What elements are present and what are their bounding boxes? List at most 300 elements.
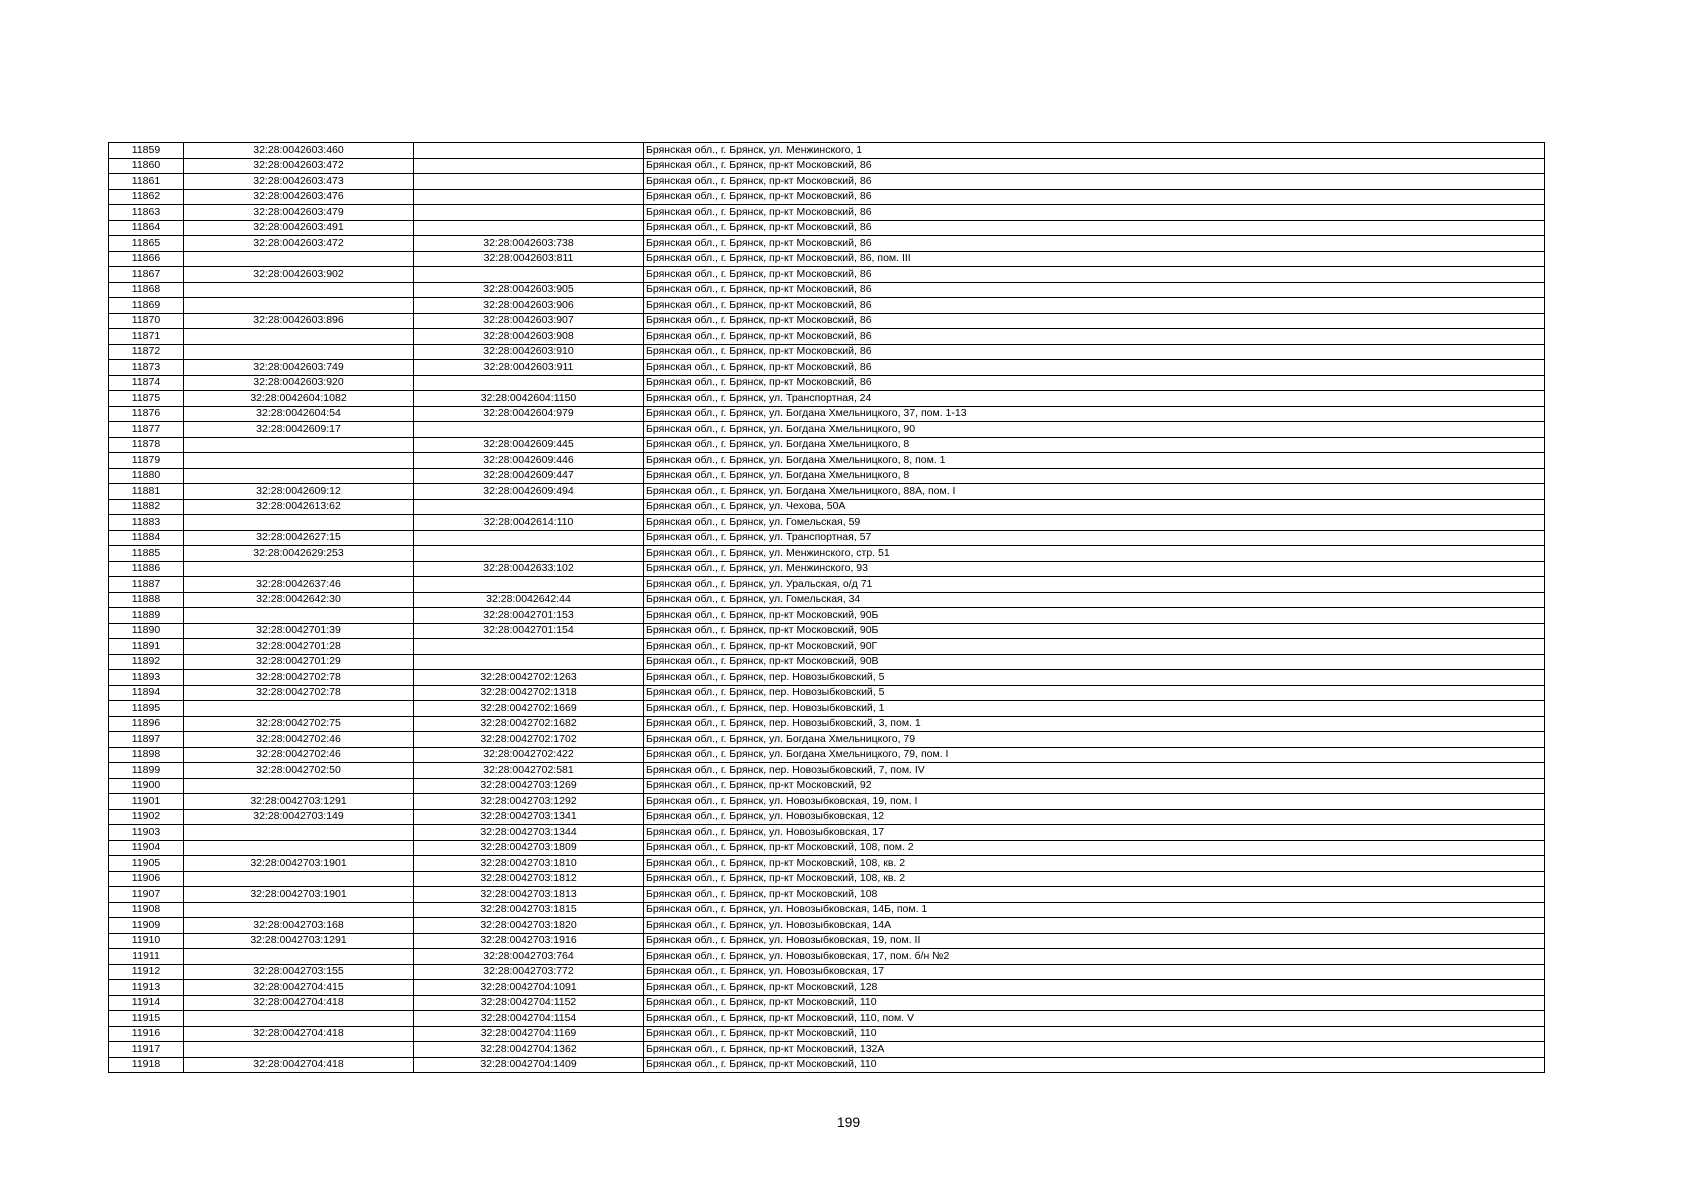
land-cadastral-number-cell: 32:28:0042603:749 <box>184 360 414 376</box>
object-cadastral-number-cell <box>414 546 644 562</box>
registry-table <box>108 142 1545 1073</box>
table-row <box>109 143 1545 159</box>
land-cadastral-number-cell: 32:28:0042703:168 <box>184 918 414 934</box>
land-cadastral-number-cell: 32:28:0042604:1082 <box>184 391 414 407</box>
address-cell: Брянская обл., г. Брянск, ул. Новозыбковская, 12 <box>644 809 1545 825</box>
land-cadastral-number-cell <box>184 515 414 531</box>
table-row <box>109 623 1545 639</box>
address-cell: Брянская обл., г. Брянск, пр-кт Московский, 86 <box>644 174 1545 190</box>
table-row <box>109 298 1545 314</box>
row-number-cell: 11895 <box>109 701 184 717</box>
land-cadastral-number-cell: 32:28:0042702:78 <box>184 670 414 686</box>
land-cadastral-number-cell: 32:28:0042603:472 <box>184 236 414 252</box>
row-number-cell: 11880 <box>109 468 184 484</box>
land-cadastral-number-cell: 32:28:0042704:418 <box>184 1026 414 1042</box>
address-cell: Брянская обл., г. Брянск, пр-кт Московский, 90Г <box>644 639 1545 655</box>
row-number-cell: 11894 <box>109 685 184 701</box>
address-cell: Брянская обл., г. Брянск, ул. Новозыбковская, 17 <box>644 825 1545 841</box>
row-number-cell: 11868 <box>109 282 184 298</box>
object-cadastral-number-cell: 32:28:0042703:1813 <box>414 887 644 903</box>
table-row <box>109 391 1545 407</box>
table-row <box>109 267 1545 283</box>
address-cell: Брянская обл., г. Брянск, ул. Менжинского, 93 <box>644 561 1545 577</box>
table-row <box>109 701 1545 717</box>
address-cell: Брянская обл., г. Брянск, ул. Богдана Хмельницкого, 8, пом. 1 <box>644 453 1545 469</box>
land-cadastral-number-cell: 32:28:0042703:1901 <box>184 887 414 903</box>
table-row <box>109 313 1545 329</box>
land-cadastral-number-cell: 32:28:0042701:39 <box>184 623 414 639</box>
address-cell: Брянская обл., г. Брянск, ул. Новозыбковская, 14А <box>644 918 1545 934</box>
object-cadastral-number-cell <box>414 267 644 283</box>
object-cadastral-number-cell <box>414 499 644 515</box>
row-number-cell: 11912 <box>109 964 184 980</box>
row-number-cell: 11917 <box>109 1042 184 1058</box>
address-cell: Брянская обл., г. Брянск, ул. Богдана Хмельницкого, 8 <box>644 468 1545 484</box>
row-number-cell: 11866 <box>109 251 184 267</box>
row-number-cell: 11901 <box>109 794 184 810</box>
land-cadastral-number-cell: 32:28:0042603:479 <box>184 205 414 221</box>
table-row <box>109 918 1545 934</box>
address-cell: Брянская обл., г. Брянск, пер. Новозыбковский, 3, пом. 1 <box>644 716 1545 732</box>
table-row <box>109 670 1545 686</box>
address-cell: Брянская обл., г. Брянск, ул. Менжинского, стр. 51 <box>644 546 1545 562</box>
land-cadastral-number-cell: 32:28:0042703:1901 <box>184 856 414 872</box>
land-cadastral-number-cell: 32:28:0042603:920 <box>184 375 414 391</box>
address-cell: Брянская обл., г. Брянск, ул. Менжинского, 1 <box>644 143 1545 159</box>
row-number-cell: 11881 <box>109 484 184 500</box>
land-cadastral-number-cell <box>184 329 414 345</box>
row-number-cell: 11882 <box>109 499 184 515</box>
table-row <box>109 732 1545 748</box>
address-cell: Брянская обл., г. Брянск, ул. Новозыбковская, 17 <box>644 964 1545 980</box>
object-cadastral-number-cell <box>414 375 644 391</box>
land-cadastral-number-cell: 32:28:0042603:472 <box>184 158 414 174</box>
object-cadastral-number-cell <box>414 530 644 546</box>
row-number-cell: 11867 <box>109 267 184 283</box>
table-row <box>109 422 1545 438</box>
address-cell: Брянская обл., г. Брянск, пр-кт Московский, 108, кв. 2 <box>644 871 1545 887</box>
object-cadastral-number-cell: 32:28:0042609:447 <box>414 468 644 484</box>
row-number-cell: 11889 <box>109 608 184 624</box>
row-number-cell: 11862 <box>109 189 184 205</box>
land-cadastral-number-cell: 32:28:0042701:29 <box>184 654 414 670</box>
land-cadastral-number-cell: 32:28:0042703:1291 <box>184 933 414 949</box>
land-cadastral-number-cell: 32:28:0042609:17 <box>184 422 414 438</box>
row-number-cell: 11897 <box>109 732 184 748</box>
address-cell: Брянская обл., г. Брянск, пр-кт Московский, 128 <box>644 980 1545 996</box>
table-row <box>109 561 1545 577</box>
row-number-cell: 11879 <box>109 453 184 469</box>
land-cadastral-number-cell: 32:28:0042613:62 <box>184 499 414 515</box>
address-cell: Брянская обл., г. Брянск, пер. Новозыбковский, 5 <box>644 685 1545 701</box>
table-row <box>109 809 1545 825</box>
address-cell: Брянская обл., г. Брянск, ул. Гомельская, 34 <box>644 592 1545 608</box>
land-cadastral-number-cell: 32:28:0042701:28 <box>184 639 414 655</box>
row-number-cell: 11899 <box>109 763 184 779</box>
address-cell: Брянская обл., г. Брянск, пр-кт Московский, 108, пом. 2 <box>644 840 1545 856</box>
table-row <box>109 1011 1545 1027</box>
object-cadastral-number-cell: 32:28:0042633:102 <box>414 561 644 577</box>
address-cell: Брянская обл., г. Брянск, пр-кт Московский, 110 <box>644 1057 1545 1073</box>
land-cadastral-number-cell <box>184 825 414 841</box>
address-cell: Брянская обл., г. Брянск, пер. Новозыбковский, 1 <box>644 701 1545 717</box>
object-cadastral-number-cell: 32:28:0042603:906 <box>414 298 644 314</box>
row-number-cell: 11876 <box>109 406 184 422</box>
row-number-cell: 11887 <box>109 577 184 593</box>
table-row <box>109 1042 1545 1058</box>
row-number-cell: 11903 <box>109 825 184 841</box>
object-cadastral-number-cell: 32:28:0042604:979 <box>414 406 644 422</box>
table-row <box>109 856 1545 872</box>
table-row <box>109 344 1545 360</box>
address-cell: Брянская обл., г. Брянск, пр-кт Московский, 132А <box>644 1042 1545 1058</box>
land-cadastral-number-cell: 32:28:0042642:30 <box>184 592 414 608</box>
row-number-cell: 11909 <box>109 918 184 934</box>
row-number-cell: 11916 <box>109 1026 184 1042</box>
land-cadastral-number-cell: 32:28:0042704:415 <box>184 980 414 996</box>
address-cell: Брянская обл., г. Брянск, пр-кт Московский, 86 <box>644 329 1545 345</box>
row-number-cell: 11872 <box>109 344 184 360</box>
object-cadastral-number-cell: 32:28:0042703:1809 <box>414 840 644 856</box>
land-cadastral-number-cell: 32:28:0042603:896 <box>184 313 414 329</box>
table-row <box>109 763 1545 779</box>
table-row <box>109 654 1545 670</box>
row-number-cell: 11906 <box>109 871 184 887</box>
table-row <box>109 747 1545 763</box>
object-cadastral-number-cell: 32:28:0042703:1341 <box>414 809 644 825</box>
land-cadastral-number-cell: 32:28:0042703:155 <box>184 964 414 980</box>
object-cadastral-number-cell <box>414 189 644 205</box>
object-cadastral-number-cell: 32:28:0042703:1820 <box>414 918 644 934</box>
land-cadastral-number-cell: 32:28:0042609:12 <box>184 484 414 500</box>
address-cell: Брянская обл., г. Брянск, пер. Новозыбковский, 7, пом. IV <box>644 763 1545 779</box>
address-cell: Брянская обл., г. Брянск, ул. Гомельская, 59 <box>644 515 1545 531</box>
address-cell: Брянская обл., г. Брянск, пр-кт Московский, 108, кв. 2 <box>644 856 1545 872</box>
table-row <box>109 794 1545 810</box>
row-number-cell: 11869 <box>109 298 184 314</box>
table-row <box>109 453 1545 469</box>
land-cadastral-number-cell: 32:28:0042603:902 <box>184 267 414 283</box>
table-row <box>109 468 1545 484</box>
land-cadastral-number-cell: 32:28:0042702:46 <box>184 732 414 748</box>
address-cell: Брянская обл., г. Брянск, пр-кт Московский, 90Б <box>644 608 1545 624</box>
address-cell: Брянская обл., г. Брянск, пр-кт Московский, 86 <box>644 220 1545 236</box>
table-row <box>109 685 1545 701</box>
land-cadastral-number-cell <box>184 561 414 577</box>
row-number-cell: 11888 <box>109 592 184 608</box>
row-number-cell: 11918 <box>109 1057 184 1073</box>
object-cadastral-number-cell <box>414 577 644 593</box>
land-cadastral-number-cell <box>184 437 414 453</box>
address-cell: Брянская обл., г. Брянск, пр-кт Московский, 86 <box>644 158 1545 174</box>
land-cadastral-number-cell <box>184 282 414 298</box>
table-row <box>109 437 1545 453</box>
table-row <box>109 360 1545 376</box>
table-row <box>109 825 1545 841</box>
object-cadastral-number-cell <box>414 205 644 221</box>
object-cadastral-number-cell: 32:28:0042604:1150 <box>414 391 644 407</box>
address-cell: Брянская обл., г. Брянск, ул. Новозыбковская, 14Б, пом. 1 <box>644 902 1545 918</box>
object-cadastral-number-cell: 32:28:0042603:907 <box>414 313 644 329</box>
object-cadastral-number-cell: 32:28:0042702:1669 <box>414 701 644 717</box>
address-cell: Брянская обл., г. Брянск, пр-кт Московский, 86 <box>644 375 1545 391</box>
table-row <box>109 1026 1545 1042</box>
row-number-cell: 11878 <box>109 437 184 453</box>
table-row <box>109 329 1545 345</box>
object-cadastral-number-cell: 32:28:0042703:1815 <box>414 902 644 918</box>
row-number-cell: 11886 <box>109 561 184 577</box>
row-number-cell: 11910 <box>109 933 184 949</box>
row-number-cell: 11884 <box>109 530 184 546</box>
land-cadastral-number-cell: 32:28:0042704:418 <box>184 1057 414 1073</box>
object-cadastral-number-cell: 32:28:0042704:1091 <box>414 980 644 996</box>
object-cadastral-number-cell: 32:28:0042603:738 <box>414 236 644 252</box>
land-cadastral-number-cell: 32:28:0042702:75 <box>184 716 414 732</box>
table-row <box>109 964 1545 980</box>
object-cadastral-number-cell: 32:28:0042603:811 <box>414 251 644 267</box>
object-cadastral-number-cell: 32:28:0042702:1263 <box>414 670 644 686</box>
object-cadastral-number-cell: 32:28:0042704:1409 <box>414 1057 644 1073</box>
table-row <box>109 499 1545 515</box>
address-cell: Брянская обл., г. Брянск, пр-кт Московский, 92 <box>644 778 1545 794</box>
table-row <box>109 840 1545 856</box>
table-row <box>109 902 1545 918</box>
land-cadastral-number-cell <box>184 251 414 267</box>
object-cadastral-number-cell: 32:28:0042703:1916 <box>414 933 644 949</box>
registry-table-body <box>109 143 1545 1073</box>
land-cadastral-number-cell: 32:28:0042603:491 <box>184 220 414 236</box>
land-cadastral-number-cell: 32:28:0042702:78 <box>184 685 414 701</box>
address-cell: Брянская обл., г. Брянск, пр-кт Московский, 86 <box>644 313 1545 329</box>
address-cell: Брянская обл., г. Брянск, пр-кт Московский, 86 <box>644 267 1545 283</box>
row-number-cell: 11904 <box>109 840 184 856</box>
object-cadastral-number-cell: 32:28:0042703:1344 <box>414 825 644 841</box>
address-cell: Брянская обл., г. Брянск, ул. Богдана Хмельницкого, 88А, пом. I <box>644 484 1545 500</box>
row-number-cell: 11865 <box>109 236 184 252</box>
land-cadastral-number-cell: 32:28:0042703:149 <box>184 809 414 825</box>
row-number-cell: 11891 <box>109 639 184 655</box>
table-row <box>109 484 1545 500</box>
land-cadastral-number-cell <box>184 1011 414 1027</box>
table-row <box>109 778 1545 794</box>
address-cell: Брянская обл., г. Брянск, ул. Новозыбковская, 19, пом. I <box>644 794 1545 810</box>
land-cadastral-number-cell: 32:28:0042603:473 <box>184 174 414 190</box>
object-cadastral-number-cell: 32:28:0042703:1812 <box>414 871 644 887</box>
table-row <box>109 220 1545 236</box>
object-cadastral-number-cell: 32:28:0042603:908 <box>414 329 644 345</box>
object-cadastral-number-cell <box>414 654 644 670</box>
row-number-cell: 11870 <box>109 313 184 329</box>
row-number-cell: 11877 <box>109 422 184 438</box>
land-cadastral-number-cell: 32:28:0042627:15 <box>184 530 414 546</box>
object-cadastral-number-cell: 32:28:0042701:153 <box>414 608 644 624</box>
table-row <box>109 282 1545 298</box>
table-row <box>109 236 1545 252</box>
address-cell: Брянская обл., г. Брянск, пр-кт Московский, 86, пом. III <box>644 251 1545 267</box>
row-number-cell: 11914 <box>109 995 184 1011</box>
land-cadastral-number-cell: 32:28:0042603:476 <box>184 189 414 205</box>
table-row <box>109 530 1545 546</box>
row-number-cell: 11892 <box>109 654 184 670</box>
address-cell: Брянская обл., г. Брянск, пр-кт Московский, 110, пом. V <box>644 1011 1545 1027</box>
table-row <box>109 375 1545 391</box>
row-number-cell: 11885 <box>109 546 184 562</box>
object-cadastral-number-cell: 32:28:0042703:764 <box>414 949 644 965</box>
object-cadastral-number-cell: 32:28:0042704:1362 <box>414 1042 644 1058</box>
object-cadastral-number-cell: 32:28:0042703:1269 <box>414 778 644 794</box>
land-cadastral-number-cell <box>184 298 414 314</box>
object-cadastral-number-cell: 32:28:0042603:910 <box>414 344 644 360</box>
row-number-cell: 11871 <box>109 329 184 345</box>
row-number-cell: 11905 <box>109 856 184 872</box>
address-cell: Брянская обл., г. Брянск, ул. Чехова, 50А <box>644 499 1545 515</box>
land-cadastral-number-cell <box>184 871 414 887</box>
object-cadastral-number-cell: 32:28:0042703:1810 <box>414 856 644 872</box>
table-row <box>109 887 1545 903</box>
row-number-cell: 11902 <box>109 809 184 825</box>
table-row <box>109 716 1545 732</box>
object-cadastral-number-cell: 32:28:0042704:1154 <box>414 1011 644 1027</box>
table-row <box>109 995 1545 1011</box>
object-cadastral-number-cell <box>414 220 644 236</box>
row-number-cell: 11863 <box>109 205 184 221</box>
address-cell: Брянская обл., г. Брянск, пр-кт Московский, 90Б <box>644 623 1545 639</box>
land-cadastral-number-cell <box>184 1042 414 1058</box>
address-cell: Брянская обл., г. Брянск, пр-кт Московский, 86 <box>644 282 1545 298</box>
land-cadastral-number-cell <box>184 840 414 856</box>
land-cadastral-number-cell <box>184 453 414 469</box>
object-cadastral-number-cell <box>414 174 644 190</box>
object-cadastral-number-cell: 32:28:0042702:1318 <box>414 685 644 701</box>
object-cadastral-number-cell: 32:28:0042603:905 <box>414 282 644 298</box>
object-cadastral-number-cell: 32:28:0042703:772 <box>414 964 644 980</box>
object-cadastral-number-cell: 32:28:0042703:1292 <box>414 794 644 810</box>
table-row <box>109 205 1545 221</box>
address-cell: Брянская обл., г. Брянск, пр-кт Московский, 108 <box>644 887 1545 903</box>
row-number-cell: 11893 <box>109 670 184 686</box>
row-number-cell: 11875 <box>109 391 184 407</box>
table-row <box>109 980 1545 996</box>
row-number-cell: 11900 <box>109 778 184 794</box>
address-cell: Брянская обл., г. Брянск, ул. Уральская, о/д 71 <box>644 577 1545 593</box>
row-number-cell: 11911 <box>109 949 184 965</box>
object-cadastral-number-cell: 32:28:0042702:1702 <box>414 732 644 748</box>
land-cadastral-number-cell <box>184 344 414 360</box>
row-number-cell: 11896 <box>109 716 184 732</box>
address-cell: Брянская обл., г. Брянск, ул. Новозыбковская, 19, пом. II <box>644 933 1545 949</box>
address-cell: Брянская обл., г. Брянск, ул. Новозыбковская, 17, пом. б/н №2 <box>644 949 1545 965</box>
land-cadastral-number-cell: 32:28:0042702:46 <box>184 747 414 763</box>
object-cadastral-number-cell: 32:28:0042642:44 <box>414 592 644 608</box>
row-number-cell: 11898 <box>109 747 184 763</box>
row-number-cell: 11873 <box>109 360 184 376</box>
object-cadastral-number-cell: 32:28:0042702:422 <box>414 747 644 763</box>
row-number-cell: 11913 <box>109 980 184 996</box>
land-cadastral-number-cell: 32:28:0042603:460 <box>184 143 414 159</box>
address-cell: Брянская обл., г. Брянск, ул. Богдана Хмельницкого, 37, пом. 1-13 <box>644 406 1545 422</box>
row-number-cell: 11874 <box>109 375 184 391</box>
address-cell: Брянская обл., г. Брянск, ул. Богдана Хмельницкого, 79, пом. I <box>644 747 1545 763</box>
table-row <box>109 406 1545 422</box>
table-row <box>109 639 1545 655</box>
object-cadastral-number-cell: 32:28:0042704:1152 <box>414 995 644 1011</box>
address-cell: Брянская обл., г. Брянск, ул. Транспортная, 24 <box>644 391 1545 407</box>
land-cadastral-number-cell <box>184 701 414 717</box>
row-number-cell: 11883 <box>109 515 184 531</box>
page-number: 199 <box>836 1114 861 1130</box>
table-row <box>109 174 1545 190</box>
address-cell: Брянская обл., г. Брянск, пр-кт Московский, 110 <box>644 995 1545 1011</box>
row-number-cell: 11864 <box>109 220 184 236</box>
row-number-cell: 11861 <box>109 174 184 190</box>
address-cell: Брянская обл., г. Брянск, ул. Богдана Хмельницкого, 79 <box>644 732 1545 748</box>
object-cadastral-number-cell <box>414 143 644 159</box>
row-number-cell: 11908 <box>109 902 184 918</box>
object-cadastral-number-cell: 32:28:0042704:1169 <box>414 1026 644 1042</box>
address-cell: Брянская обл., г. Брянск, ул. Богдана Хмельницкого, 8 <box>644 437 1545 453</box>
land-cadastral-number-cell: 32:28:0042703:1291 <box>184 794 414 810</box>
table-row <box>109 546 1545 562</box>
address-cell: Брянская обл., г. Брянск, ул. Богдана Хмельницкого, 90 <box>644 422 1545 438</box>
land-cadastral-number-cell: 32:28:0042604:54 <box>184 406 414 422</box>
table-row <box>109 949 1545 965</box>
address-cell: Брянская обл., г. Брянск, пер. Новозыбковский, 5 <box>644 670 1545 686</box>
object-cadastral-number-cell: 32:28:0042702:581 <box>414 763 644 779</box>
object-cadastral-number-cell: 32:28:0042603:911 <box>414 360 644 376</box>
address-cell: Брянская обл., г. Брянск, пр-кт Московский, 110 <box>644 1026 1545 1042</box>
object-cadastral-number-cell: 32:28:0042609:445 <box>414 437 644 453</box>
table-row <box>109 933 1545 949</box>
row-number-cell: 11915 <box>109 1011 184 1027</box>
land-cadastral-number-cell <box>184 778 414 794</box>
address-cell: Брянская обл., г. Брянск, пр-кт Московский, 86 <box>644 236 1545 252</box>
land-cadastral-number-cell <box>184 608 414 624</box>
object-cadastral-number-cell <box>414 639 644 655</box>
object-cadastral-number-cell: 32:28:0042609:446 <box>414 453 644 469</box>
table-row <box>109 871 1545 887</box>
object-cadastral-number-cell: 32:28:0042609:494 <box>414 484 644 500</box>
table-row <box>109 251 1545 267</box>
address-cell: Брянская обл., г. Брянск, пр-кт Московский, 86 <box>644 360 1545 376</box>
object-cadastral-number-cell: 32:28:0042701:154 <box>414 623 644 639</box>
row-number-cell: 11890 <box>109 623 184 639</box>
address-cell: Брянская обл., г. Брянск, пр-кт Московский, 86 <box>644 189 1545 205</box>
land-cadastral-number-cell: 32:28:0042704:418 <box>184 995 414 1011</box>
land-cadastral-number-cell <box>184 902 414 918</box>
address-cell: Брянская обл., г. Брянск, пр-кт Московский, 90В <box>644 654 1545 670</box>
address-cell: Брянская обл., г. Брянск, пр-кт Московский, 86 <box>644 205 1545 221</box>
table-row <box>109 515 1545 531</box>
table-row <box>109 1057 1545 1073</box>
address-cell: Брянская обл., г. Брянск, пр-кт Московский, 86 <box>644 298 1545 314</box>
address-cell: Брянская обл., г. Брянск, ул. Транспортная, 57 <box>644 530 1545 546</box>
object-cadastral-number-cell <box>414 158 644 174</box>
table-row <box>109 608 1545 624</box>
address-cell: Брянская обл., г. Брянск, пр-кт Московский, 86 <box>644 344 1545 360</box>
land-cadastral-number-cell: 32:28:0042637:46 <box>184 577 414 593</box>
table-row <box>109 189 1545 205</box>
land-cadastral-number-cell: 32:28:0042629:253 <box>184 546 414 562</box>
row-number-cell: 11907 <box>109 887 184 903</box>
table-row <box>109 577 1545 593</box>
object-cadastral-number-cell: 32:28:0042702:1682 <box>414 716 644 732</box>
land-cadastral-number-cell <box>184 468 414 484</box>
land-cadastral-number-cell: 32:28:0042702:50 <box>184 763 414 779</box>
row-number-cell: 11860 <box>109 158 184 174</box>
table-row <box>109 158 1545 174</box>
land-cadastral-number-cell <box>184 949 414 965</box>
row-number-cell: 11859 <box>109 143 184 159</box>
